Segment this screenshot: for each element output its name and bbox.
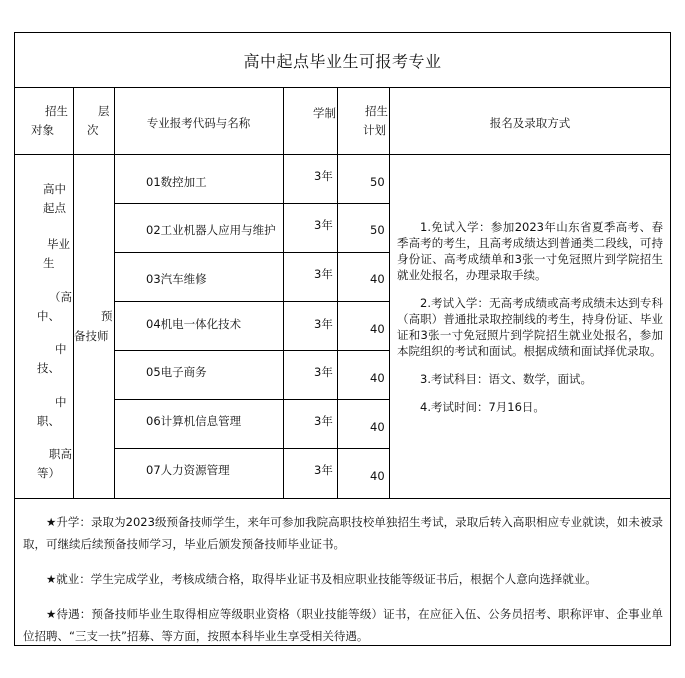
- major-plan: 40: [370, 469, 385, 483]
- target-line: 起点: [43, 201, 66, 215]
- row-divider: [114, 350, 390, 351]
- major-plan: 40: [370, 322, 385, 336]
- major-name: 03汽车维修: [146, 272, 207, 286]
- major-name: 07人力资源管理: [146, 463, 230, 477]
- major-duration: 3年: [314, 365, 333, 379]
- target-line: 等）: [37, 466, 60, 480]
- major-name: 04机电一体化技术: [146, 317, 242, 331]
- target-line: 中: [55, 395, 67, 409]
- major-duration: 3年: [314, 463, 333, 477]
- major-name: 06计算机信息管理: [146, 414, 242, 428]
- header-level-line2: 次: [87, 123, 99, 137]
- notes-section: [23, 511, 663, 660]
- major-duration: 3年: [314, 169, 333, 183]
- header-major: 专业报考代码与名称: [146, 116, 251, 130]
- major-plan: 40: [370, 371, 385, 385]
- col-divider-2: [114, 87, 115, 498]
- major-plan: 40: [370, 272, 385, 286]
- target-line: 高中: [43, 182, 66, 196]
- table-title: 高中起点毕业生可报考专业: [15, 33, 670, 88]
- table-bottom-divider: [15, 498, 670, 499]
- header-target-line1: 招生: [45, 104, 68, 118]
- note-paragraph: ★升学：录取为2023级预备技师学生，来年可参加我院高职技校单独招生考试，录取后转入高职相应专业就读，如未被录取，可继续后续预备技师学习，毕业后颁发预备技师毕业证书。: [23, 515, 663, 551]
- admission-table: [14, 32, 671, 646]
- major-duration: 3年: [314, 218, 333, 232]
- method-paragraph: 1.免试入学：参加2023年山东省夏季高考、春季高考的考生，且高考成绩达到普通类二段线，可持身份证、高考成绩单和3张一寸免冠照片到学院招生就业处报名，办理录取手续。: [397, 220, 663, 282]
- header-level-line1: 层: [98, 104, 110, 118]
- major-name: 05电子商务: [146, 365, 207, 379]
- method-paragraph: 4.考试时间：7月16日。: [420, 400, 545, 414]
- major-name: 01数控加工: [146, 175, 207, 189]
- admission-methods: [397, 219, 663, 427]
- target-line: 毕业: [47, 237, 70, 251]
- major-plan: 40: [370, 420, 385, 434]
- col-divider-5: [389, 87, 390, 498]
- level-line1: 预: [101, 309, 113, 323]
- target-line: 中: [55, 342, 67, 356]
- row-divider: [114, 448, 390, 449]
- major-duration: 3年: [314, 317, 333, 331]
- target-line: 技、: [37, 361, 60, 375]
- target-line: 中、: [37, 309, 60, 323]
- row-divider: [114, 203, 390, 204]
- col-divider-4: [337, 87, 338, 498]
- method-paragraph: 3.考试科目：语文、数学，面试。: [420, 372, 592, 386]
- header-target-line2: 对象: [31, 123, 54, 137]
- row-divider: [114, 252, 390, 253]
- header-plan-line2: 计划: [363, 123, 386, 137]
- target-line: 职、: [37, 414, 60, 428]
- level-line2: 备技师: [74, 329, 109, 343]
- header-plan-line1: 招生: [365, 104, 388, 118]
- target-line: 职高: [49, 447, 72, 461]
- target-line: （高: [49, 290, 72, 304]
- major-duration: 3年: [314, 267, 333, 281]
- row-divider: [114, 301, 390, 302]
- note-paragraph: ★就业：学生完成学业，考核成绩合格，取得毕业证书及相应职业技能等级证书后，根据个人意向选择就业。: [46, 572, 597, 586]
- header-method: 报名及录取方式: [489, 116, 571, 130]
- note-paragraph: ★待遇：预备技师毕业生取得相应等级职业资格（职业技能等级）证书，在应征入伍、公务员招考、职称评审、企事业单位招聘、“三支一扶”招募、等方面，按照本科毕业生享受相关待遇。: [23, 607, 663, 643]
- target-line: 生: [43, 256, 55, 270]
- major-plan: 50: [370, 223, 385, 237]
- col-divider-3: [283, 87, 284, 498]
- row-divider: [114, 399, 390, 400]
- major-plan: 50: [370, 175, 385, 189]
- method-paragraph: 2.考试入学：无高考成绩或高考成绩未达到专科（高职）普通批录取控制线的考生，持身份证、毕业证和3张一寸免冠照片到学院招生就业处报名，参加本院组织的考试和面试。根据成绩和面试择优录取。: [397, 296, 663, 358]
- header-duration: 学制: [313, 106, 336, 120]
- major-name: 02工业机器人应用与维护: [146, 223, 276, 237]
- major-duration: 3年: [314, 414, 333, 428]
